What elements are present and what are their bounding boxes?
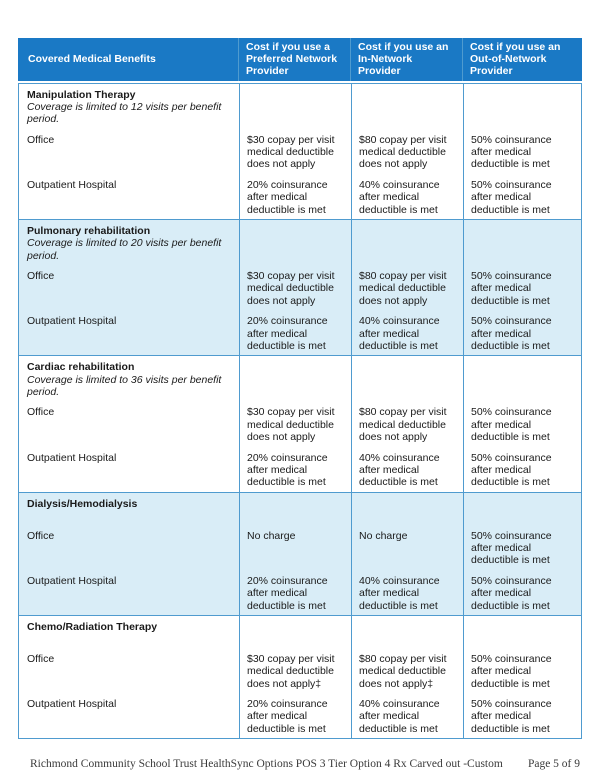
cost-cell-out-of-network: 50% coinsurance after medical deductible is met	[463, 265, 581, 310]
section-title-cell	[19, 493, 239, 525]
section-title: Dialysis/Hemodialysis	[27, 497, 138, 510]
section-title-cell	[19, 356, 239, 401]
cost-cell-preferred: $30 copay per visit medical deductible does not apply‡	[239, 648, 351, 693]
benefit-row-label: Outpatient Hospital	[27, 698, 117, 711]
footer-document-title: Richmond Community School Trust HealthSync Options POS 3 Tier Option 4 Rx Carved out -Custom	[30, 758, 503, 771]
empty-cell	[463, 616, 581, 648]
empty-cell	[351, 493, 463, 525]
cost-cell-preferred: $30 copay per visit medical deductible does not apply	[239, 401, 351, 446]
cost-cell-in-network: $80 copay per visit medical deductible does not apply	[351, 401, 463, 446]
section-title-cell	[19, 84, 239, 129]
benefit-row-label: Office	[27, 406, 55, 419]
cost-cell-out-of-network: 50% coinsurance after medical deductible is met	[463, 570, 581, 615]
table-header	[18, 38, 582, 81]
cost-cell-in-network: $80 copay per visit medical deductible does not apply‡	[351, 648, 463, 693]
benefit-section-chemo-radiation-therapy	[19, 615, 581, 738]
coverage-limit-note: Coverage is limited to 36 visits per benefit period.	[27, 373, 222, 399]
empty-cell	[351, 84, 463, 129]
empty-cell	[351, 616, 463, 648]
column-header-in-network: Cost if you use an In-Network Provider	[350, 38, 462, 81]
column-header-covered-benefits: Covered Medical Benefits	[28, 53, 156, 66]
empty-cell	[463, 220, 581, 265]
benefit-row-label: Outpatient Hospital	[27, 451, 117, 464]
benefit-row-label: Outpatient Hospital	[27, 315, 117, 328]
coverage-limit-note: Coverage is limited to 12 visits per benefit period.	[27, 100, 222, 126]
cost-cell-preferred: 20% coinsurance after medical deductible is met	[239, 693, 351, 738]
benefit-section-pulmonary-rehabilitation	[19, 219, 581, 355]
cost-cell-in-network: No charge	[351, 525, 463, 570]
empty-cell	[463, 356, 581, 401]
cost-cell-out-of-network: 50% coinsurance after medical deductible is met	[463, 129, 581, 174]
empty-cell	[239, 356, 351, 401]
benefit-row-label: Office	[27, 133, 55, 146]
empty-cell	[239, 220, 351, 265]
cost-cell-out-of-network: 50% coinsurance after medical deductible is met	[463, 401, 581, 446]
cost-cell-in-network: 40% coinsurance after medical deductible is met	[351, 693, 463, 738]
coverage-limit-note: Coverage is limited to 20 visits per benefit period.	[27, 237, 222, 262]
benefit-row-label: Outpatient Hospital	[27, 178, 117, 191]
cost-cell-preferred: 20% coinsurance after medical deductible is met	[239, 174, 351, 219]
cost-cell-preferred: $30 copay per visit medical deductible does not apply	[239, 265, 351, 310]
benefit-section-cardiac-rehabilitation	[19, 355, 581, 491]
cost-cell-in-network: 40% coinsurance after medical deductible is met	[351, 174, 463, 219]
empty-cell	[351, 220, 463, 265]
cost-cell-out-of-network: 50% coinsurance after medical deductible is met	[463, 310, 581, 355]
benefit-row-label: Outpatient Hospital	[27, 574, 117, 587]
cost-cell-out-of-network: 50% coinsurance after medical deductible is met	[463, 447, 581, 492]
page-footer	[18, 758, 582, 770]
cost-cell-preferred: 20% coinsurance after medical deductible is met	[239, 447, 351, 492]
section-title: Cardiac rehabilitation	[27, 361, 135, 374]
footer-page-number: Page 5 of 9	[527, 758, 580, 771]
cost-cell-in-network: 40% coinsurance after medical deductible is met	[351, 570, 463, 615]
empty-cell	[239, 616, 351, 648]
benefit-section-dialysis-hemodialysis	[19, 492, 581, 615]
section-title: Pulmonary rehabilitation	[27, 224, 151, 237]
cost-cell-in-network: 40% coinsurance after medical deductible is met	[351, 310, 463, 355]
empty-cell	[239, 84, 351, 129]
cost-cell-in-network: $80 copay per visit medical deductible does not apply	[351, 265, 463, 310]
cost-cell-out-of-network: 50% coinsurance after medical deductible is met	[463, 693, 581, 738]
cost-cell-preferred: No charge	[239, 525, 351, 570]
empty-cell	[463, 493, 581, 525]
column-header-out-of-network: Cost if you use an Out-of-Network Provider	[462, 38, 582, 81]
empty-cell	[351, 356, 463, 401]
empty-cell	[463, 84, 581, 129]
benefit-row-label: Office	[27, 652, 55, 665]
benefit-section-manipulation-therapy	[19, 84, 581, 219]
cost-cell-in-network: $80 copay per visit medical deductible does not apply	[351, 129, 463, 174]
cost-cell-preferred: 20% coinsurance after medical deductible is met	[239, 570, 351, 615]
section-title: Manipulation Therapy	[27, 88, 136, 101]
cost-cell-out-of-network: 50% coinsurance after medical deductible is met	[463, 525, 581, 570]
benefit-row-label: Office	[27, 529, 55, 542]
benefit-row-label: Office	[27, 270, 55, 283]
cost-cell-out-of-network: 50% coinsurance after medical deductible is met	[463, 648, 581, 693]
column-header-preferred-network: Cost if you use a Preferred Network Provider	[238, 38, 350, 81]
cost-cell-out-of-network: 50% coinsurance after medical deductible is met	[463, 174, 581, 219]
cost-cell-in-network: 40% coinsurance after medical deductible is met	[351, 447, 463, 492]
cost-cell-preferred: $30 copay per visit medical deductible does not apply	[239, 129, 351, 174]
section-title-cell	[19, 616, 239, 648]
empty-cell	[239, 493, 351, 525]
cost-cell-preferred: 20% coinsurance after medical deductible is met	[239, 310, 351, 355]
table-body	[18, 83, 582, 740]
section-title-cell	[19, 220, 239, 265]
section-title: Chemo/Radiation Therapy	[27, 620, 158, 633]
